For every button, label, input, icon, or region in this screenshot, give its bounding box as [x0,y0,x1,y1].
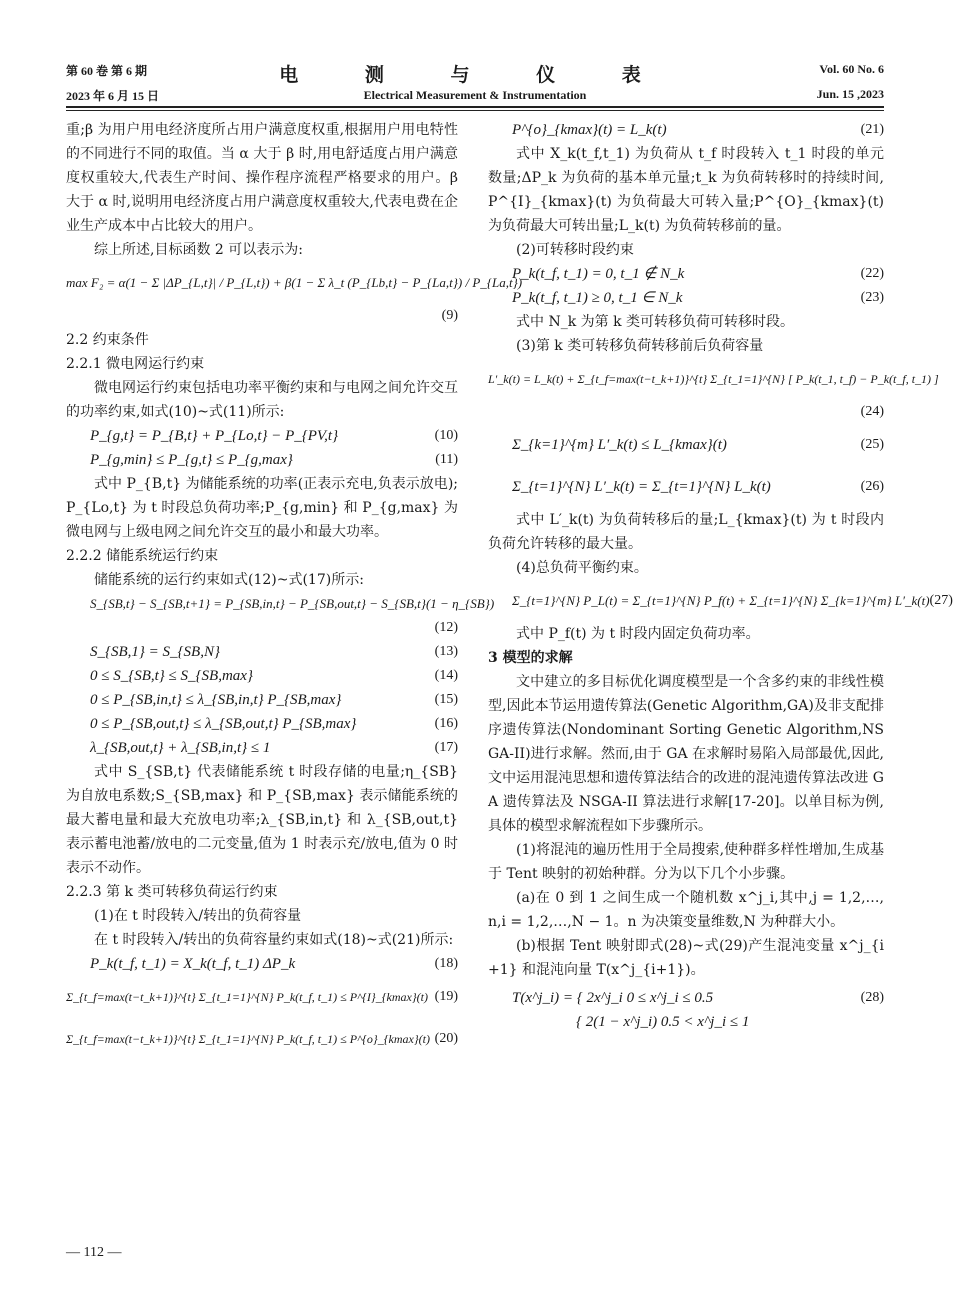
equation-11 [66,448,458,472]
paragraph: 重;β 为用户用电经济度所占用户满意度权重,根据用户用电特性的不同进行不同的取值。当 α 大于 β 时,用电舒适度占用户满意度权重较大,代表生产时间、操作程序流程严格要求的用户。β 大于 α 时,说明用电经济度占用户满意度权重较大,代表电费在企业生产成本中占比较大的用户。 [66,122,458,234]
equation-body: Σ_{t=1}^{N} P_L(t) = Σ_{t=1}^{N} P_f(t) + Σ_{t=1}^{N} Σ_{k=1}^{m} L′_k(t) [512,593,930,608]
equation-20 [66,1018,458,1060]
paragraph: 式中 P_{B,t} 为储能系统的功率(正表示充电,负表示放电);P_{Lo,t} 为 t 时段总负荷功率;P_{g,min} 和 P_{g,max} 为微电网与上级电网之间允许交互的最小和最大功率。 [66,476,458,540]
equation-body: P_k(t_f, t_1) = X_k(t_f, t_1) ΔP_k [90,956,296,972]
paragraph: 微电网运行约束包括电功率平衡约束和与电网之间允许交互的功率约束,如式(10)~式(11)所示: [66,380,458,420]
equation-body: P_k(t_f, t_1) ≥ 0, t_1 ∈ N_k [512,290,683,306]
equation-number: (12) [434,620,458,635]
equation-body: P_{g,min} ≤ P_{g,t} ≤ P_{g,max} [90,452,293,468]
equation-28 [488,986,884,1010]
equation-body: L′_k(t) = L_k(t) + Σ_{t_f=max(t−t_k+1)}^{t} Σ_{t_1=1}^{N} [ P_k(t_1, t_f) − P_k(t_f, t_1) ] [488,372,939,386]
equation-number: (25) [860,437,884,452]
equation-18 [66,952,458,976]
equation-body: P_k(t_f, t_1) = 0, t_1 ∉ N_k [512,266,685,282]
equation-9 [66,262,523,304]
paragraph: (1)在 t 时段转入/转出的负荷容量 [94,908,302,924]
paragraph: 储能系统的运行约束如式(12)~式(17)所示: [94,572,364,588]
equation-number: (13) [434,644,458,659]
header-date-cn: 2023 年 6 月 15 日 [66,89,160,103]
equation-body: Σ_{t=1}^{N} L′_k(t) = Σ_{t=1}^{N} L_k(t) [512,479,771,495]
equation-body: Σ_{t_f=max(t−t_k+1)}^{t} Σ_{t_1=1}^{N} P_k(t_f, t_1) ≤ P^{I}_{kmax}(t) [66,990,428,1004]
paragraph: 式中 L′_k(t) 为负荷转移后的量;L_{kmax}(t) 为 t 时段内负荷允许转移的最大量。 [488,512,884,552]
equation-number: (27) [929,593,953,608]
equation-body: Σ_{k=1}^{m} L′_k(t) ≤ L_{kmax}(t) [512,437,727,453]
equation-number: (23) [860,290,884,305]
paragraph: 文中建立的多目标优化调度模型是一个含多约束的非线性模型,因此本节运用遗传算法(Genetic Algorithm,GA)及非支配排序遗传算法(Nondominant Sorting Genetic Algorithm,NSGA-II)进行求解。然而,由于 GA 在求解时易陷入局部最优,因此,文中运用混沌思想和遗传算法结合的改进的混沌遗传算法改进 GA 遗传算法及 NSGA-II 算法进行求解[17-20]。以单目标为例,具体的模型求解流程如下步骤所示。 [488,674,884,834]
equation-number: (16) [434,716,458,731]
equation-number: (18) [434,956,458,971]
equation-number: (17) [434,740,458,755]
journal-title-cn: 电 测 与 仪 表 [279,64,671,86]
paragraph: (1)将混沌的遍历性用于全局搜索,使种群多样性增加,生成基于 Tent 映射的初始种群。分为以下几个小步骤。 [488,842,884,882]
paragraph: 式中 N_k 为第 k 类可转移负荷可转移时段。 [516,314,795,330]
equation-15 [66,688,458,712]
paragraph: 式中 S_{SB,t} 代表储能系统 t 时段存储的电量;η_{SB} 为自放电系数;S_{SB,max} 和 P_{SB,max} 表示储能系统的最大蓄电量和最大充放电功率;λ_{SB,in,t} 和 λ_{SB,out,t} 表示蓄电池蓄/放电的二元变量,值为 1 时表示充/放电,值为 0 时表示不动作。 [66,764,458,876]
equation-body: 0 ≤ P_{SB,in,t} ≤ λ_{SB,in,t} P_{SB,max} [90,692,342,708]
equation-number: (22) [860,266,884,281]
equation-body: S_{SB,t} − S_{SB,t+1} = P_{SB,in,t} − P_{SB,out,t} − S_{SB,t}(1 − η_{SB}) [90,596,495,611]
page-number: — 112 — [66,1245,122,1260]
paragraph: (2)可转移时段约束 [516,242,634,258]
equation-10 [66,424,458,448]
equation-number: (14) [434,668,458,683]
right-column [488,118,953,1034]
header-rule-thin [66,110,884,111]
equation-24 [488,358,939,400]
equation-17 [66,736,458,760]
section-heading: 3 模型的求解 [488,650,573,666]
section-heading: 2.2.1 微电网运行约束 [66,356,205,372]
equation-number: (19) [434,989,458,1004]
equation-body: S_{SB,1} = S_{SB,N} [90,644,220,660]
journal-title-en: Electrical Measurement & Instrumentation [363,88,587,102]
equation-body: T(x^j_i) = { 2x^j_i 0 ≤ x^j_i ≤ 0.5 [512,990,714,1006]
equation-16 [66,712,458,736]
paragraph: (4)总负荷平衡约束。 [516,560,648,576]
header-volume: 第 60 卷 第 6 期 [66,64,148,78]
equation-number: (15) [434,692,458,707]
equation-25 [488,424,884,466]
equation-number: (21) [860,122,884,137]
equation-number: (11) [435,452,458,467]
equation-body: P^{o}_{kmax}(t) = L_k(t) [512,122,667,138]
equation-19 [66,976,458,1018]
equation-body: λ_{SB,out,t} + λ_{SB,in,t} ≤ 1 [90,740,271,756]
equation-12 [66,592,495,616]
paragraph: (a)在 0 到 1 之间生成一个随机数 x^j_i,其中,j = 1,2,…,n,i = 1,2,…,N − 1。n 为决策变量维数,N 为种群大小。 [488,890,884,930]
equation-23 [488,286,884,310]
paragraph: 式中 P_f(t) 为 t 时段内固定负荷功率。 [516,626,760,642]
paragraph: 在 t 时段转入/转出的负荷容量约束如式(18)~式(21)所示: [94,932,454,948]
equation-13 [66,640,458,664]
left-column [66,118,523,1060]
paragraph: (3)第 k 类可转移负荷转移前后负荷容量 [516,338,764,354]
paragraph: (b)根据 Tent 映射即式(28)~式(29)产生混沌变量 x^j_{i+1} 和混沌向量 T(x^j_{i+1})。 [488,938,884,978]
equation-22 [488,262,884,286]
equation-body: Σ_{t_f=max(t−t_k+1)}^{t} Σ_{t_1=1}^{N} P_k(t_f, t_1) ≤ P^{o}_{kmax}(t) [66,1032,430,1046]
equation-number: (24) [860,404,884,419]
equation-28-case [488,1010,884,1034]
header-rule-thick [66,106,884,108]
equation-body: P_{g,t} = P_{B,t} + P_{Lo,t} − P_{PV,t} [90,428,339,444]
equation-number: (20) [434,1031,458,1046]
equation-26 [488,466,884,508]
equation-27 [488,580,953,622]
equation-21 [488,118,884,142]
equation-number: (9) [441,308,458,323]
equation-body: max F₂ = α(1 − Σ |ΔP_{L,t}| / P_{L,t}) + β(1 − Σ λ_t (P_{Lb,t} − P_{La,t}) / P_{La,t}) [66,275,523,290]
equation-body: 0 ≤ P_{SB,out,t} ≤ λ_{SB,out,t} P_{SB,max} [90,716,357,732]
equation-body: { 2(1 − x^j_i) 0.5 < x^j_i ≤ 1 [576,1014,750,1030]
header-vol-en: Vol. 60 No. 6 [819,62,884,76]
header-date-en: Jun. 15 ,2023 [816,87,884,101]
equation-body: 0 ≤ S_{SB,t} ≤ S_{SB,max} [90,668,253,684]
equation-14 [66,664,458,688]
section-heading: 2.2 约束条件 [66,332,149,348]
section-heading: 2.2.3 第 k 类可转移负荷运行约束 [66,884,278,900]
equation-number: (26) [860,479,884,494]
equation-number: (10) [434,428,458,443]
paragraph: 综上所述,目标函数 2 可以表示为: [94,242,303,258]
paragraph: 式中 X_k(t_f,t_1) 为负荷从 t_f 时段转入 t_1 时段的单元数量;ΔP_k 为负荷的基本单元量;t_k 为负荷转移时的持续时间,P^{I}_{kmax}(t) 为负荷最大可转入量;P^{O}_{kmax}(t) 为负荷最大可转出量;L_k(t) 为负荷转移前的量。 [488,146,884,234]
section-heading: 2.2.2 储能系统运行约束 [66,548,219,564]
equation-number: (28) [860,990,884,1005]
